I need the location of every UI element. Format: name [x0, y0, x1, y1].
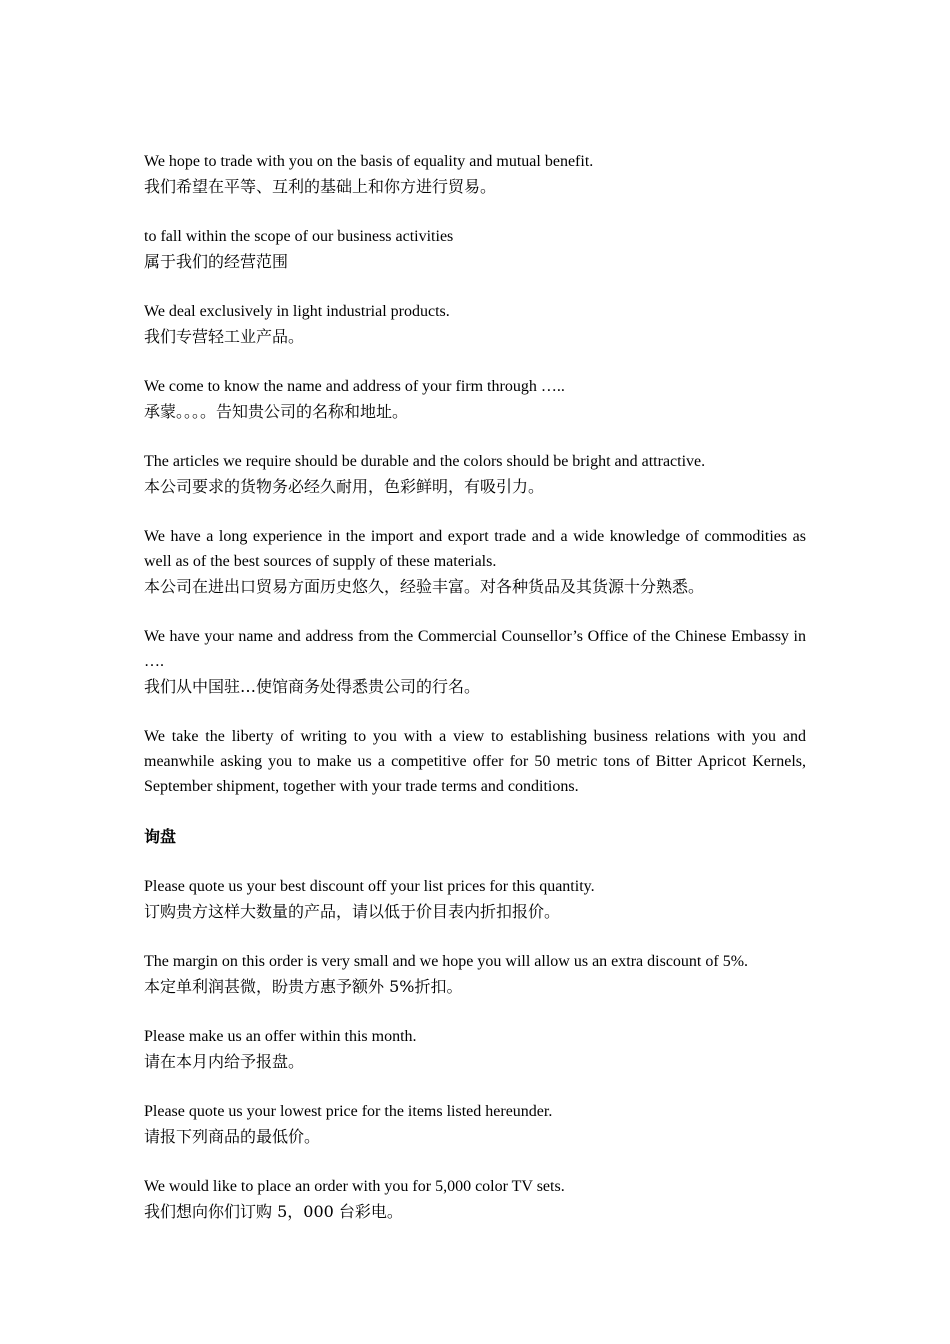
english-sentence: Please quote us your best discount off your list prices for this quantity.	[144, 878, 595, 895]
chinese-translation: 请报下列商品的最低价。	[144, 1127, 321, 1146]
english-sentence: We have your name and address from the Commercial Counsellor’s Office of the Chinese Embassy in ….	[144, 628, 806, 670]
chinese-translation: 本公司要求的货物务必经久耐用，色彩鲜明，有吸引力。	[144, 477, 545, 496]
phrase-entry	[144, 299, 806, 349]
phrase-entry	[144, 149, 806, 199]
phrase-entry	[144, 949, 806, 999]
phrase-entry	[144, 224, 806, 274]
english-sentence: Please quote us your lowest price for the items listed hereunder.	[144, 1103, 553, 1120]
chinese-translation: 我们专营轻工业产品。	[144, 327, 305, 346]
chinese-translation: 请在本月内给予报盘。	[144, 1052, 305, 1071]
english-sentence: We have a long experience in the import and export trade and a wide knowledge of commodities as well as of the best sources of supply of these materials.	[144, 528, 806, 570]
english-sentence: We deal exclusively in light industrial products.	[144, 303, 450, 320]
chinese-translation: 属于我们的经营范围	[144, 252, 289, 271]
phrase-entry	[144, 874, 806, 924]
chinese-translation: 我们从中国驻…使馆商务处得悉贵公司的行名。	[144, 677, 481, 696]
chinese-translation: 订购贵方这样大数量的产品，请以低于价目表内折扣报价。	[144, 902, 561, 921]
phrase-entry	[144, 1024, 806, 1074]
chinese-translation: 我们想向你们订购 5，000 台彩电。	[144, 1202, 403, 1221]
english-sentence: We come to know the name and address of your firm through …..	[144, 378, 565, 395]
document-page	[144, 149, 806, 1249]
chinese-translation: 我们希望在平等、互利的基础上和你方进行贸易。	[144, 177, 497, 196]
phrase-entry	[144, 624, 806, 699]
english-sentence: The articles we require should be durable and the colors should be bright and attractive.	[144, 453, 706, 470]
phrase-entry	[144, 449, 806, 499]
chinese-translation: 本公司在进出口贸易方面历史悠久，经验丰富。对各种货品及其货源十分熟悉。	[144, 577, 705, 596]
english-sentence: Please make us an offer within this month.	[144, 1028, 417, 1045]
chinese-translation: 承蒙。。。。告知贵公司的名称和地址。	[144, 402, 409, 421]
phrase-entry	[144, 374, 806, 424]
english-sentence: We would like to place an order with you for 5,000 color TV sets.	[144, 1178, 565, 1195]
section-heading: 询盘	[144, 827, 177, 846]
english-sentence: We take the liberty of writing to you with a view to establishing business relations with you and meanwhile asking you to make us a competitive offer for 50 metric tons of Bitter Apricot Kernels, September shipment, together with your trade terms and conditions.	[144, 728, 806, 795]
english-sentence: The margin on this order is very small and we hope you will allow us an extra discount of 5%.	[144, 953, 749, 970]
english-sentence: We hope to trade with you on the basis of equality and mutual benefit.	[144, 153, 594, 170]
chinese-translation: 本定单利润甚微，盼贵方惠予额外 5%折扣。	[144, 977, 463, 996]
phrase-entry	[144, 724, 806, 799]
english-sentence: to fall within the scope of our business activities	[144, 228, 454, 245]
phrase-entry	[144, 1174, 806, 1224]
phrase-entry	[144, 1099, 806, 1149]
phrase-entry	[144, 524, 806, 599]
